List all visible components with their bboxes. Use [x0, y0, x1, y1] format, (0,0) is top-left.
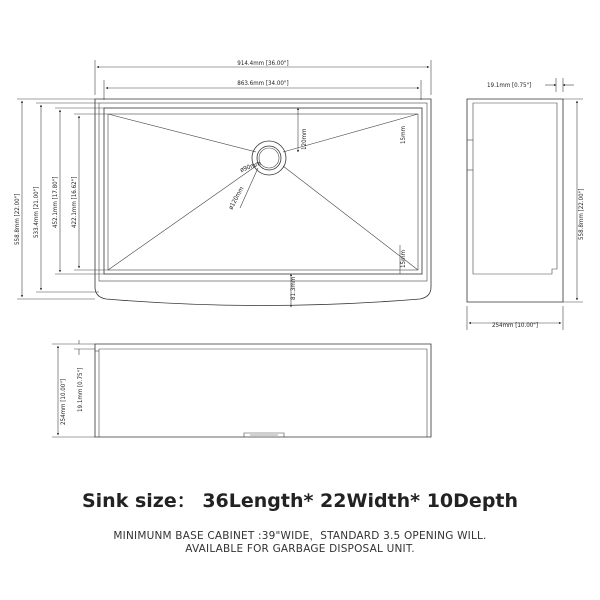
wall-top-label: 15mm: [400, 126, 407, 144]
wall-bottom-label: 15mm: [400, 250, 407, 268]
sink-outline: [95, 99, 431, 306]
depth-4-label: 422.1mm [16.62"]: [71, 176, 78, 228]
depth-2-label: 533.4mm [21.00"]: [33, 186, 40, 238]
front-lip-label: 19.1mm [0.75"]: [77, 367, 84, 412]
overall-depth-label: 558.8mm [22.00"]: [14, 193, 21, 245]
apron-drop-label: 81.3mm: [290, 276, 297, 300]
drain-offset-label: 120mm: [301, 128, 308, 150]
bowl: [104, 108, 422, 274]
drain-diameter-label: ø90mm: [239, 160, 262, 174]
top-view: [14, 60, 431, 307]
flange: [99, 103, 427, 281]
front-bowl-depth-label: 254mm [10.00"]: [60, 378, 67, 425]
side-depth-label: 558.8mm [22.00"]: [578, 188, 585, 240]
cabinet-note: MINIMUNM BASE CABINET :39"WIDE，STANDARD 3.5 OPENING WILL.: [113, 530, 487, 542]
overall-width-label: 914.4mm [36.00"]: [237, 60, 289, 67]
disposal-note: AVAILABLE FOR GARBAGE DISPOSAL UNIT.: [185, 543, 415, 555]
inner-width-label: 863.6mm [34.00"]: [237, 80, 289, 87]
drain-outer-label: ø120mm: [227, 185, 246, 211]
side-profile: [467, 99, 563, 302]
bowl-bottom: [108, 114, 418, 270]
front-view: [52, 340, 431, 437]
front-profile: [95, 344, 431, 437]
side-lip-label: 19.1mm [0.75"]: [487, 82, 532, 89]
side-view: [467, 78, 585, 330]
side-bowl-depth-label: 254mm [10.00"]: [491, 322, 539, 329]
sink-size-title: Sink size： 36Length* 22Width* 10Depth: [81, 490, 519, 512]
depth-3-label: 452.1mm [17.80"]: [52, 176, 59, 228]
